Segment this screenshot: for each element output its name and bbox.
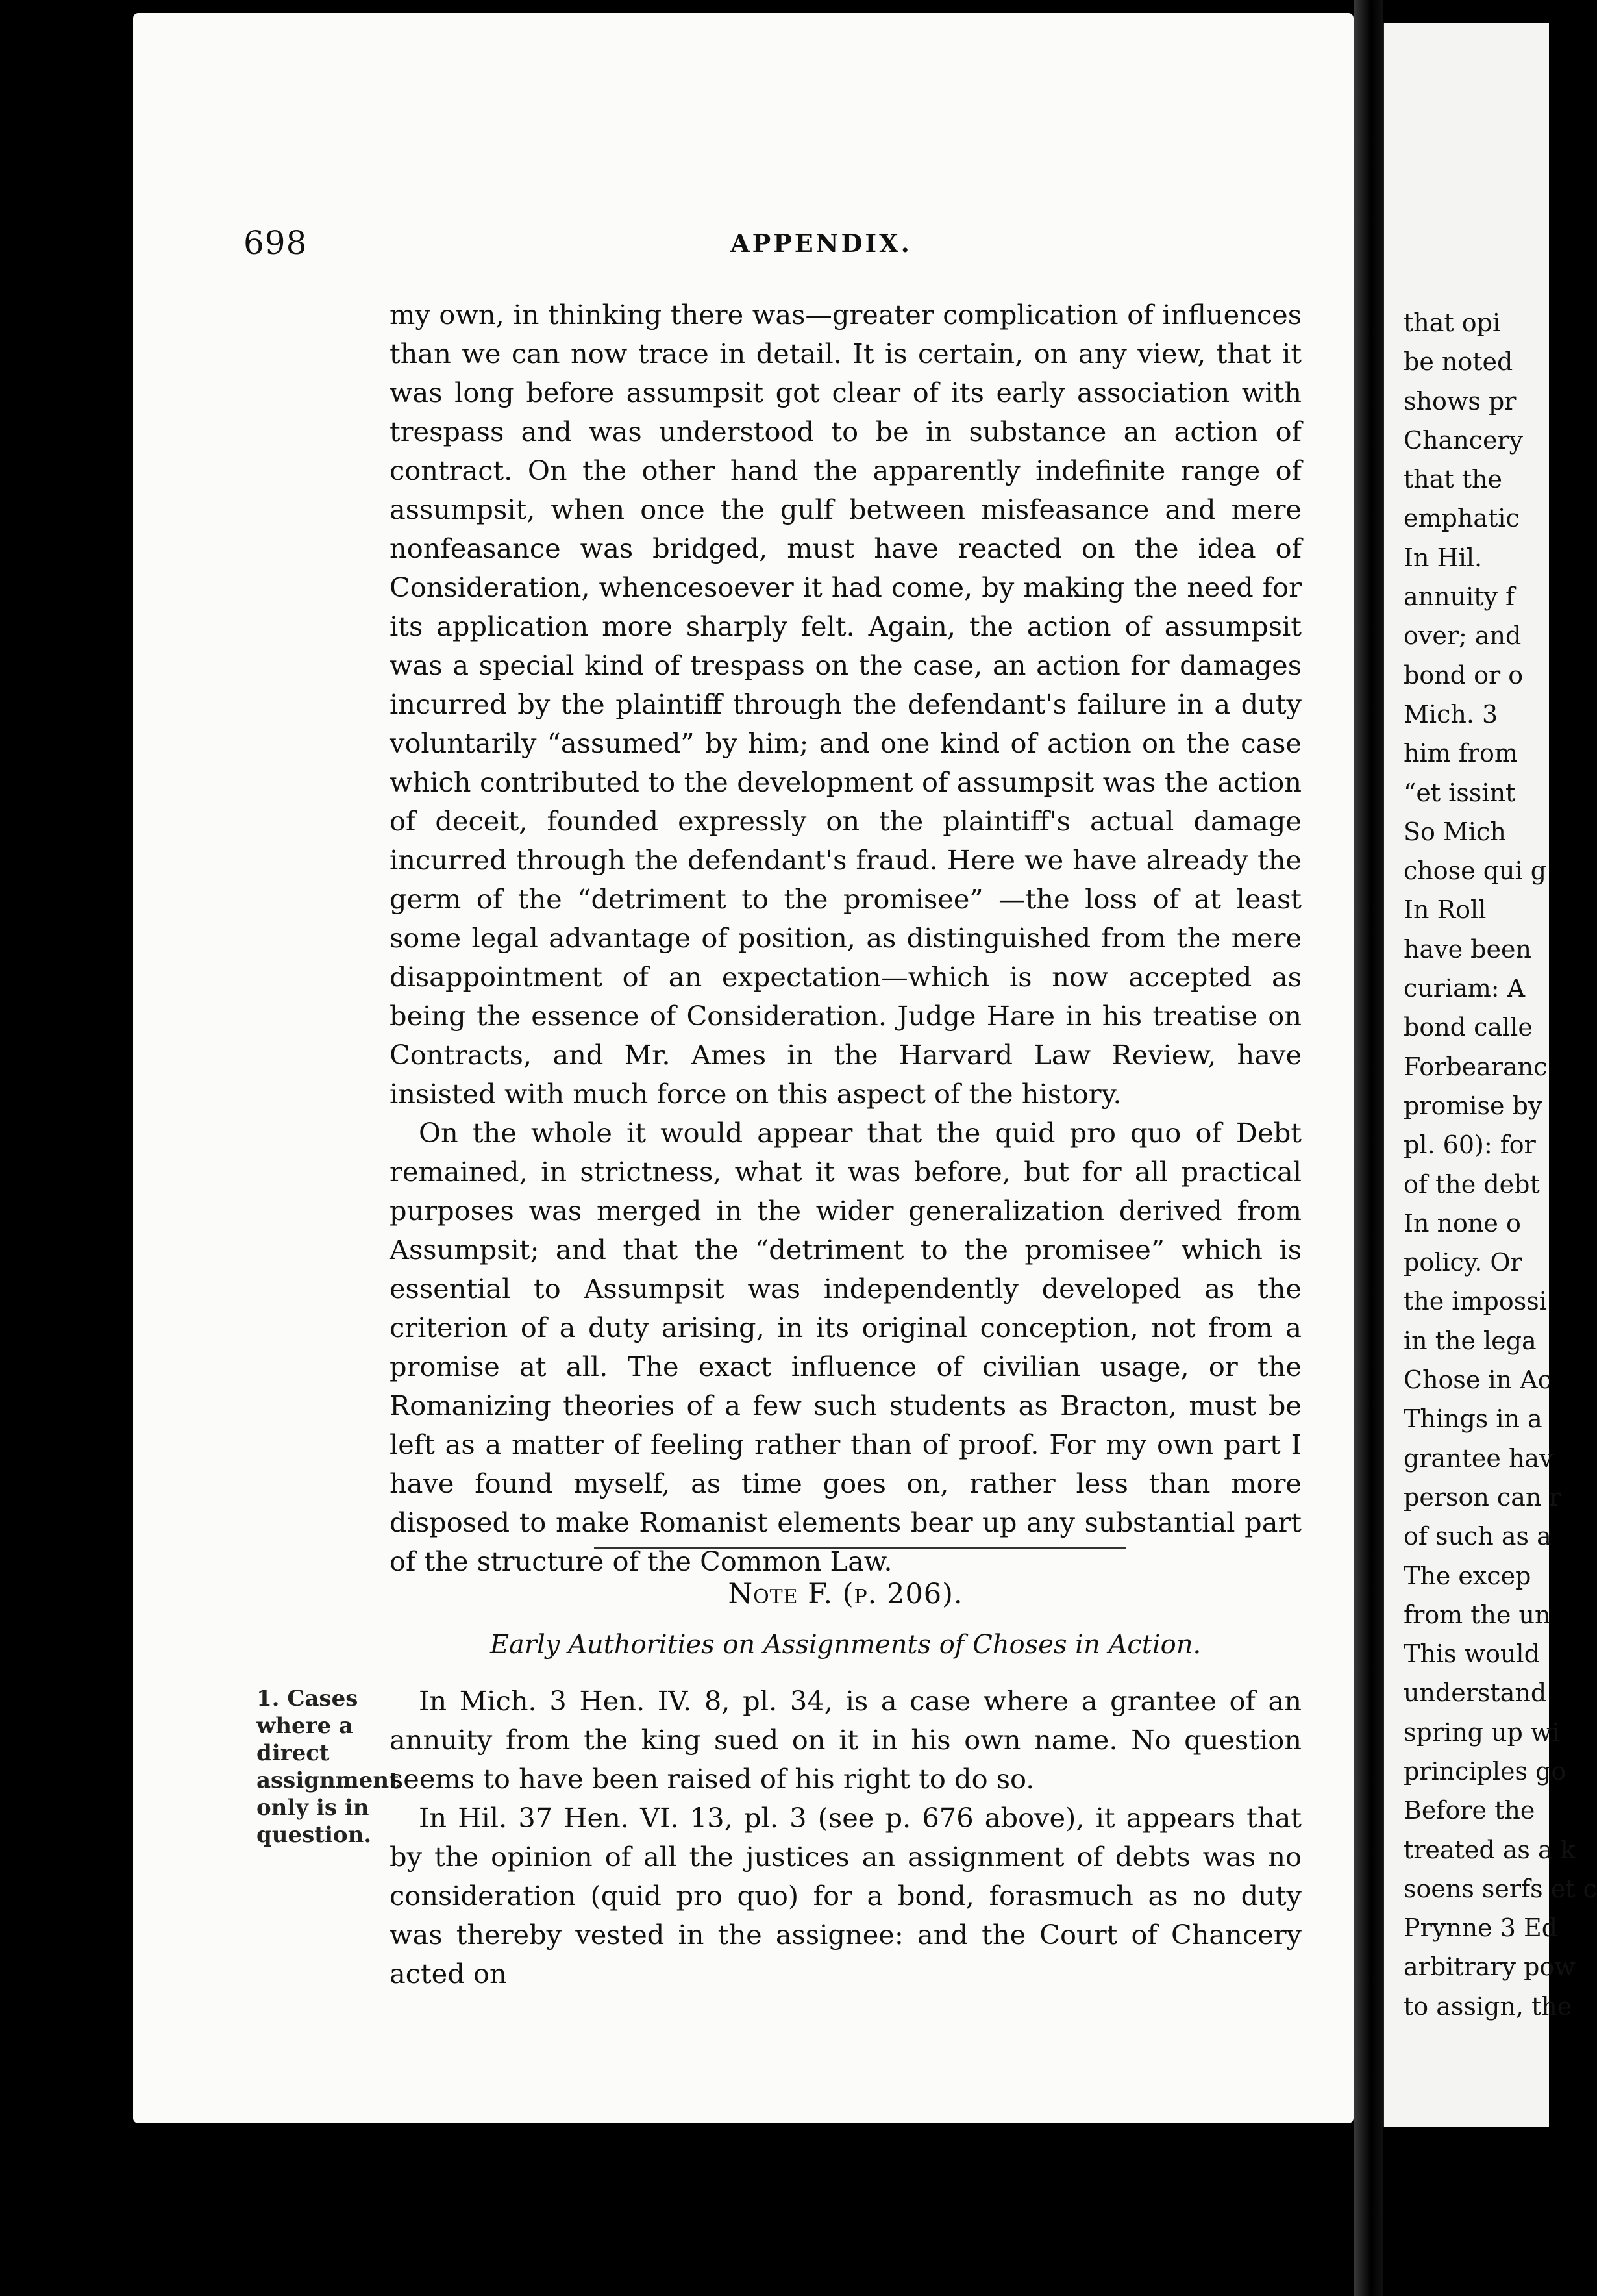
adjacent-page-line: person can r	[1404, 1482, 1561, 1512]
adjacent-page-line: of the debt	[1404, 1169, 1540, 1199]
adjacent-page-line: bond calle	[1404, 1013, 1533, 1042]
adjacent-page-line: him from	[1404, 739, 1518, 768]
adjacent-page-line: the impossi	[1404, 1287, 1547, 1316]
adjacent-page-line: from the un	[1404, 1600, 1551, 1629]
adjacent-page-line: understand	[1404, 1678, 1547, 1708]
adjacent-page-text	[1404, 303, 1597, 2026]
adjacent-page-line: pl. 60): for	[1404, 1130, 1536, 1160]
section-divider	[594, 1547, 1126, 1549]
adjacent-page-line: have been	[1404, 934, 1531, 964]
adjacent-page	[1383, 23, 1597, 2127]
adjacent-page-line: chose qui g	[1404, 856, 1547, 886]
body-paragraph: my own, in thinking there was—greater complication of influences than we can now trace in detail. It is certain, on any view, that it was long before assumpsit got clear of its early association with trespass and was understood to be in substance an action of contract. On the other hand the apparently indefinite range of assumpsit, when once the gulf between misfeasance and mere nonfeasance was bridged, must have reacted on the idea of Consideration, whencesoever it had come, by making the need for its application more sharply felt. Again, the action of assumpsit was a special kind of trespass on the case, an action for damages incurred by the plaintiff through the defendant's failure in a duty voluntarily “assumed” by him; and one kind of action on the case which contributed to the development of assumpsit was the action of deceit, founded expressly on the plaintiff's actual damage incurred through the defendant's fraud. Here we have already the germ of the “detriment to the promisee” —the loss of at least some legal advantage of position, as distinguished from the mere disappointment of an expectation—which is now accepted as being the essence of Consideration. Judge Hare in his treatise on Contracts, and Mr. Ames in the Harvard Law Review, have insisted with much force on this aspect of the history.	[390, 299, 1302, 1110]
adjacent-page-line: that the	[1404, 465, 1502, 494]
adjacent-page-line: Chose in Ac	[1404, 1366, 1552, 1395]
book-gutter	[1354, 0, 1383, 2296]
note-text	[390, 1682, 1302, 1993]
adjacent-page-line: be noted	[1404, 347, 1513, 377]
adjacent-page-line: Forbearanc	[1404, 1052, 1548, 1081]
running-head: APPENDIX.	[730, 229, 912, 258]
adjacent-page-line: So Mich	[1404, 817, 1506, 846]
adjacent-page-line: In Roll	[1404, 895, 1487, 925]
adjacent-page-line: Chancery	[1404, 425, 1524, 455]
adjacent-page-line: over; and	[1404, 621, 1522, 651]
adjacent-page-line: “et issint	[1404, 778, 1516, 807]
body-paragraph: On the whole it would appear that the quid pro quo of Debt remained, in strictness, what it was before, but for all practical purposes was merged in the wider generalization derived from Assumpsit; and that the “detriment to the promisee” which is essential to Assumpsit was independently developed as the criterion of a duty arising, in its original conception, not from a promise at all. The exact influence of civilian usage, or the Romanizing theories of a few such students as Bracton, must be left as a matter of feeling rather than of proof. For my own part I have found myself, as time goes on, rather less than more disposed to make Romanist elements bear up any substantial part of the structure of the Common Law.	[390, 1117, 1302, 1577]
adjacent-page-line: in the lega	[1404, 1326, 1537, 1355]
note-subtitle: Early Authorities on Assignments of Choses in Action.	[489, 1630, 1202, 1660]
adjacent-page-line: This would	[1404, 1640, 1540, 1669]
adjacent-page-line: Mich. 3	[1404, 699, 1498, 729]
adjacent-page-line: that opi	[1404, 308, 1501, 337]
adjacent-page-line: shows pr	[1404, 386, 1517, 416]
adjacent-page-line: Things in a	[1404, 1404, 1542, 1434]
note-paragraph: In Hil. 37 Hen. VI. 13, pl. 3 (see p. 676 above), it appears that by the opinion of all the justices an assignment of debts was no consideration (quid pro quo) for a bond, forasmuch as no duty was thereby vested in the assignee: and the Court of Chancery acted on	[390, 1802, 1302, 1990]
adjacent-page-line: Prynne 3 Ed	[1404, 1914, 1558, 1943]
adjacent-page-line: In none o	[1404, 1208, 1521, 1238]
adjacent-page-line: The excep	[1404, 1561, 1531, 1590]
adjacent-page-line: bond or o	[1404, 660, 1524, 690]
adjacent-page-line: of such as a	[1404, 1522, 1552, 1551]
adjacent-page-line: In Hil.	[1404, 543, 1483, 572]
body-text	[390, 295, 1302, 1581]
margin-note: 1. Cases where a direct assignment only is in question.	[256, 1686, 399, 1848]
page-number: 698	[243, 224, 308, 262]
adjacent-page-line: curiam: A	[1404, 974, 1526, 1003]
adjacent-page-line: to assign, the	[1404, 1991, 1572, 2021]
adjacent-page-line: grantee hav	[1404, 1443, 1554, 1473]
adjacent-page-line: principles go	[1404, 1756, 1566, 1786]
adjacent-page-line: annuity f	[1404, 582, 1515, 612]
adjacent-page-line: emphatic	[1404, 504, 1520, 533]
note-heading	[390, 1578, 1302, 1610]
note-paragraph: In Mich. 3 Hen. IV. 8, pl. 34, is a case where a grantee of an annuity from the king sued on it in his own name. No question seems to have been raised of his right to do so.	[390, 1685, 1302, 1795]
adjacent-page-line: treated as a k	[1404, 1835, 1576, 1864]
adjacent-page-line: promise by	[1404, 1091, 1542, 1120]
adjacent-page-line: Before the	[1404, 1796, 1535, 1825]
adjacent-page-line: policy. Or	[1404, 1248, 1522, 1277]
adjacent-page-line: spring up wi	[1404, 1717, 1560, 1747]
note-heading-text: Note F. (p. 206).	[728, 1578, 963, 1610]
adjacent-page-line: arbitrary pow	[1404, 1953, 1576, 1982]
adjacent-page-line: soens serfs et c	[1404, 1874, 1597, 1903]
